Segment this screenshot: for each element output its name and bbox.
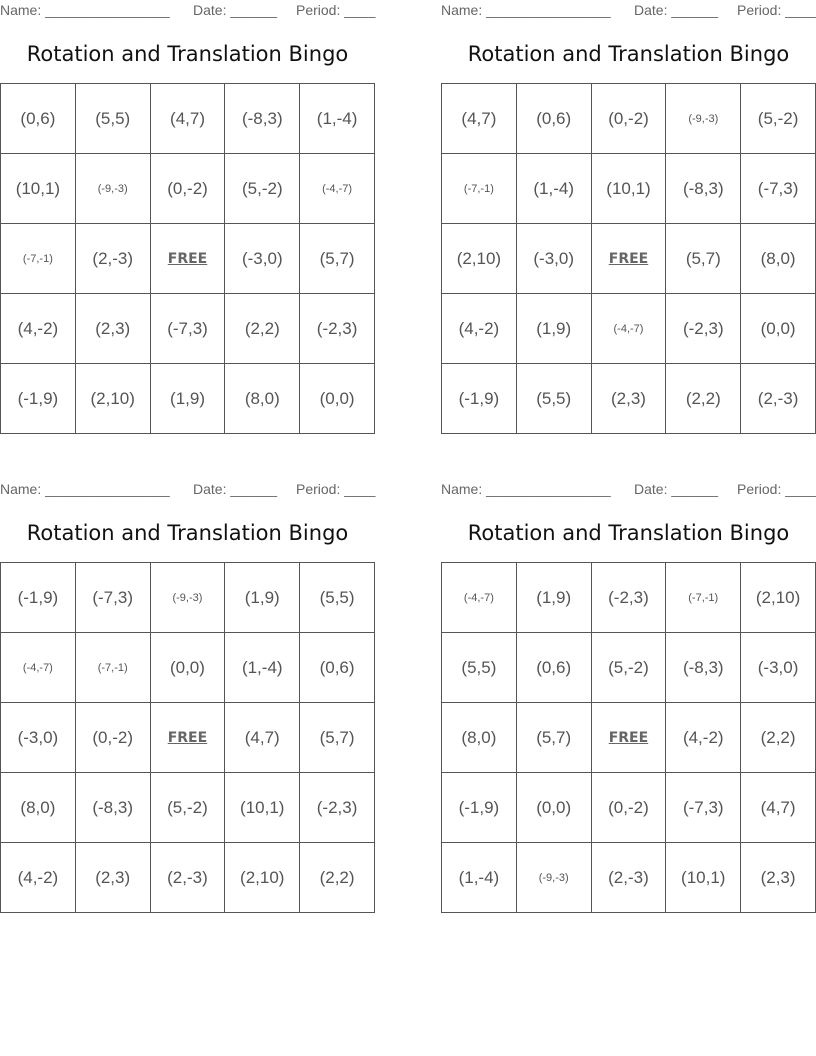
bingo-cell[interactable]: (-3,0) [225, 224, 300, 294]
bingo-cell[interactable]: (4,-2) [442, 294, 517, 364]
bingo-cell[interactable]: (-7,3) [666, 773, 741, 843]
bingo-row [1, 703, 375, 773]
bingo-row [442, 843, 816, 913]
name-field: Name: ________________ [441, 2, 611, 18]
bingo-row [442, 563, 816, 633]
bingo-cell[interactable]: (2,-3) [591, 843, 666, 913]
student-info-header [441, 0, 816, 20]
bingo-cell[interactable]: (0,-2) [75, 703, 150, 773]
bingo-cell[interactable]: (2,3) [741, 843, 816, 913]
name-field: Name: ________________ [0, 2, 170, 18]
bingo-row [1, 843, 375, 913]
bingo-cell[interactable]: (8,0) [741, 224, 816, 294]
bingo-row [1, 364, 375, 434]
bingo-cell[interactable]: (8,0) [442, 703, 517, 773]
period-field: Period: ____ [737, 2, 816, 18]
bingo-row [1, 224, 375, 294]
bingo-cell[interactable]: (10,1) [591, 154, 666, 224]
bingo-cell[interactable]: (-2,3) [300, 773, 375, 843]
name-field: Name: ________________ [0, 481, 170, 497]
bingo-cell[interactable]: (-1,9) [1, 364, 76, 434]
bingo-cell[interactable]: (0,6) [516, 84, 591, 154]
bingo-cell[interactable]: (5,7) [300, 224, 375, 294]
bingo-cell[interactable]: (8,0) [1, 773, 76, 843]
student-info-header [0, 0, 375, 20]
bingo-cell[interactable]: (4,7) [225, 703, 300, 773]
bingo-cell[interactable]: (0,0) [150, 633, 225, 703]
bingo-cell[interactable]: (-9,-3) [150, 563, 225, 633]
bingo-cell[interactable]: (-7,-1) [666, 563, 741, 633]
card-title: Rotation and Translation Bingo [26, 42, 349, 66]
bingo-cell[interactable]: (-4,-7) [1, 633, 76, 703]
bingo-cell[interactable]: (2,-3) [75, 224, 150, 294]
bingo-cell[interactable]: (-3,0) [1, 703, 76, 773]
bingo-cell[interactable]: (-3,0) [741, 633, 816, 703]
bingo-cell[interactable]: (2,10) [75, 364, 150, 434]
bingo-cell[interactable]: (2,2) [225, 294, 300, 364]
bingo-cell[interactable]: (10,1) [1, 154, 76, 224]
date-field: Date: ______ [634, 481, 719, 497]
bingo-cell[interactable]: (5,-2) [591, 633, 666, 703]
bingo-cell[interactable]: (5,7) [666, 224, 741, 294]
bingo-cell[interactable]: (5,5) [442, 633, 517, 703]
bingo-cell[interactable]: (0,-2) [150, 154, 225, 224]
bingo-row [1, 294, 375, 364]
bingo-cell[interactable]: (0,6) [300, 633, 375, 703]
bingo-cell[interactable]: (0,6) [1, 84, 76, 154]
bingo-cell[interactable]: (-9,-3) [75, 154, 150, 224]
bingo-card [441, 0, 816, 432]
bingo-cell[interactable]: (4,-2) [1, 294, 76, 364]
bingo-cell[interactable]: (-9,-3) [516, 843, 591, 913]
period-field: Period: ____ [296, 2, 376, 18]
bingo-cell[interactable]: (-7,3) [150, 294, 225, 364]
bingo-grid [0, 83, 375, 434]
bingo-cell[interactable]: (2,2) [300, 843, 375, 913]
bingo-cell[interactable]: (-3,0) [516, 224, 591, 294]
bingo-cell[interactable]: (0,-2) [591, 84, 666, 154]
card-title: Rotation and Translation Bingo [467, 42, 790, 66]
bingo-cell[interactable]: (1,-4) [442, 843, 517, 913]
bingo-cell[interactable]: (4,7) [741, 773, 816, 843]
bingo-cell[interactable]: (2,10) [225, 843, 300, 913]
bingo-cell[interactable]: (2,3) [591, 364, 666, 434]
bingo-card [0, 479, 375, 911]
bingo-card [441, 479, 816, 911]
bingo-cell[interactable]: (1,-4) [300, 84, 375, 154]
bingo-cell[interactable]: (2,3) [75, 294, 150, 364]
bingo-cell[interactable]: (-8,3) [666, 154, 741, 224]
bingo-card [0, 0, 375, 432]
bingo-cell[interactable]: (1,9) [516, 294, 591, 364]
bingo-cell[interactable]: (-1,9) [442, 773, 517, 843]
bingo-cell[interactable]: (0,6) [516, 633, 591, 703]
bingo-cell[interactable]: (5,-2) [741, 84, 816, 154]
bingo-cell[interactable]: (1,-4) [516, 154, 591, 224]
bingo-cell[interactable]: (-8,3) [666, 633, 741, 703]
bingo-row [442, 84, 816, 154]
bingo-cell[interactable]: (-9,-3) [666, 84, 741, 154]
bingo-cell[interactable]: (2,10) [741, 563, 816, 633]
bingo-cell[interactable]: (-8,3) [225, 84, 300, 154]
card-title: Rotation and Translation Bingo [467, 521, 790, 545]
bingo-cell[interactable]: (5,-2) [150, 773, 225, 843]
bingo-cell[interactable]: (4,-2) [666, 703, 741, 773]
bingo-cell[interactable]: (-7,-1) [75, 633, 150, 703]
bingo-cell[interactable]: (2,-3) [741, 364, 816, 434]
bingo-cell[interactable]: (-8,3) [75, 773, 150, 843]
bingo-row [442, 703, 816, 773]
date-field: Date: ______ [193, 481, 278, 497]
bingo-cell[interactable]: (-4,-7) [591, 294, 666, 364]
bingo-row [442, 224, 816, 294]
bingo-grid [441, 562, 816, 913]
bingo-cell[interactable]: (1,9) [150, 364, 225, 434]
bingo-row [1, 84, 375, 154]
bingo-row [442, 633, 816, 703]
bingo-cell[interactable]: (0,0) [741, 294, 816, 364]
bingo-cell[interactable]: (-2,3) [591, 563, 666, 633]
name-field: Name: ________________ [441, 481, 611, 497]
free-space-cell[interactable]: FREE [150, 224, 225, 294]
bingo-cell[interactable]: (5,-2) [225, 154, 300, 224]
bingo-cell[interactable]: (-7,-1) [1, 224, 76, 294]
bingo-cell[interactable]: (-1,9) [1, 563, 76, 633]
free-space-cell[interactable]: FREE [591, 703, 666, 773]
bingo-cell[interactable]: (1,9) [516, 563, 591, 633]
bingo-row [1, 563, 375, 633]
bingo-row [1, 633, 375, 703]
bingo-cell[interactable]: (4,-2) [1, 843, 76, 913]
bingo-cell[interactable]: (-7,-1) [442, 154, 517, 224]
bingo-cell[interactable]: (0,-2) [591, 773, 666, 843]
bingo-cell[interactable]: (5,5) [516, 364, 591, 434]
bingo-grid [441, 83, 816, 434]
bingo-cell[interactable]: (-2,3) [300, 294, 375, 364]
bingo-cell[interactable]: (5,7) [300, 703, 375, 773]
bingo-cell[interactable]: (2,2) [741, 703, 816, 773]
bingo-cell[interactable]: (4,7) [150, 84, 225, 154]
bingo-cell[interactable]: (2,3) [75, 843, 150, 913]
bingo-row [442, 294, 816, 364]
bingo-cell[interactable]: (5,5) [300, 563, 375, 633]
bingo-cell[interactable]: (5,5) [75, 84, 150, 154]
bingo-grid [0, 562, 375, 913]
bingo-cell[interactable]: (4,7) [442, 84, 517, 154]
bingo-cell[interactable]: (-7,3) [741, 154, 816, 224]
bingo-row [1, 773, 375, 843]
bingo-cell[interactable]: (0,0) [300, 364, 375, 434]
card-title: Rotation and Translation Bingo [26, 521, 349, 545]
bingo-cell[interactable]: (0,0) [516, 773, 591, 843]
period-field: Period: ____ [296, 481, 376, 497]
student-info-header [441, 479, 816, 499]
period-field: Period: ____ [737, 481, 816, 497]
bingo-row [442, 364, 816, 434]
date-field: Date: ______ [193, 2, 278, 18]
bingo-cell[interactable]: (2,-3) [150, 843, 225, 913]
bingo-cell[interactable]: (10,1) [666, 843, 741, 913]
date-field: Date: ______ [634, 2, 719, 18]
bingo-cell[interactable]: (-2,3) [666, 294, 741, 364]
bingo-cell[interactable]: (8,0) [225, 364, 300, 434]
bingo-row [1, 154, 375, 224]
free-space-cell[interactable]: FREE [150, 703, 225, 773]
bingo-cell[interactable]: (-4,-7) [442, 563, 517, 633]
bingo-cell[interactable]: (-4,-7) [300, 154, 375, 224]
bingo-cell[interactable]: (10,1) [225, 773, 300, 843]
bingo-cell[interactable]: (1,9) [225, 563, 300, 633]
bingo-cell[interactable]: (5,7) [516, 703, 591, 773]
bingo-cell[interactable]: (-7,3) [75, 563, 150, 633]
bingo-row [442, 773, 816, 843]
bingo-cell[interactable]: (1,-4) [225, 633, 300, 703]
bingo-cell[interactable]: (-1,9) [442, 364, 517, 434]
student-info-header [0, 479, 375, 499]
bingo-cell[interactable]: (2,10) [442, 224, 517, 294]
bingo-cell[interactable]: (2,2) [666, 364, 741, 434]
bingo-row [442, 154, 816, 224]
free-space-cell[interactable]: FREE [591, 224, 666, 294]
